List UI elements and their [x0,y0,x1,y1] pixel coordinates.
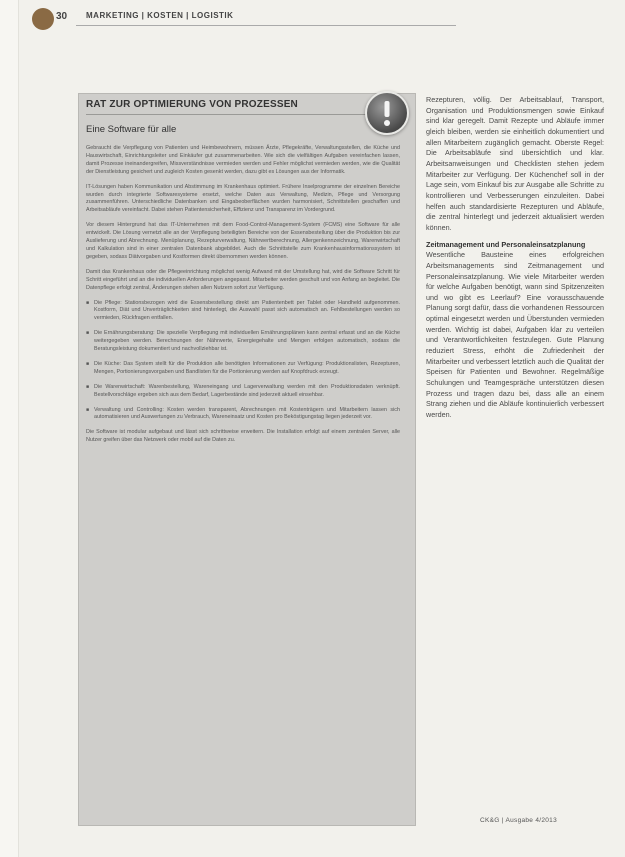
right-column [426,95,604,421]
box-body [86,145,400,452]
box-title-rule [86,114,376,115]
page-marker-dot [32,8,54,30]
box-bullet: ■ Verwaltung und Controlling: Kosten werden transparent, Abrechnungen mit Kostenträgern und Mitarbeitern lassen sich automatisieren und Auswertungen zu Verbrauch, Wareneinsatz und Kosten pro Beköstigungstag liegen jederzeit vor. [86,407,400,423]
box-subtitle: Eine Software für alle [86,124,177,135]
box-bullet: ■ Die Pflege: Stationsbezogen wird die Essensbestellung direkt am Patientenbett per Tablet oder Handheld aufgenommen. Kostform, Diät und Unverträglichkeiten sind hinterlegt, die Auswahl passt sich automatisch an. Fehlbestellungen werden so vermieden, Rückfragen entfallen. [86,300,400,324]
binding-gutter [0,0,19,857]
box-bullet: ■ Die Ernährungsberatung: Die spezielle Verpflegung mit individuellen Ernährungsplänen kann zentral erfasst und an die Küche weitergegeben werden. Berechnungen der Nährwerte, Energiegehalte und Mengen erfolgen automatisch, sodass die Beratungsleistung dokumentiert und nachvollziehbar ist. [86,330,400,354]
section-label: MARKETING | KOSTEN | LOGISTIK [86,11,234,20]
box-title: RAT ZUR OPTIMIERUNG VON PROZESSEN [86,99,298,110]
right-column-text: Wesentliche Bausteine eines erfolgreichen Arbeitsmanagements sind Zeitmanagement und Personaleinsatzplanung. Wie viele Mitarbeiter werden für welche Aufgaben benötigt, wann sind Spitzenzeiten und wo gibt es Leerlauf? Eine vorausschauende Planung sorgt dafür, dass die vorhandenen Ressourcen optimal eingesetzt werden und Überstunden vermieden werden. Wichtig ist dabei, Aufgaben klar zu verteilen und Verantwortlichkeiten festzulegen. Gute Planung reduziert Stress, erhöht die Zufriedenheit der Mitarbeiter und verbessert letztlich auch die Qualität der Speisen für Patienten und Bewohner. Regelmäßige Schulungen und Teamgespräche unterstützen diesen Prozess und tragen dazu bei, dass alle an einem Strang ziehen und die Abläufe kontinuierlich verbessert werden. [426,250,604,420]
box-paragraph: Vor diesem Hintergrund hat das IT-Unternehmen mit dem Food-Control-Management-System (FCMS) eine Software für alle entwickelt. Die Lösung vernetzt alle an der Verpflegung beteiligten Bereiche von der Essensbestellung über die Produktion bis zur Auslieferung und Abrechnung. Menüplanung, Rezepturverwaltung, Nährwertberechnung, Allergenkennzeichnung, Warenwirtschaft und Kalkulation sind in einer zentralen Datenbank abgebildet. Auch die Schnittstelle zum Krankenhausinformationssystem ist gegeben, sodass Diätvorgaben und Kostformen direkt übernommen werden können. [86,222,400,260]
right-column-text: Rezepturen, völlig. Der Arbeitsablauf, Transport, Organisation und Produktionsmengen sowie Einkauf sind klar geregelt. Damit Rezepte und Abläufe immer gleich bleiben, werden sie einheitlich dokumentiert und allen Mitarbeitern zugänglich gemacht. Oberste Regel: Die Arbeitsabläufe sind übersichtlich und klar. Arbeitsanweisungen und Checklisten stehen jedem Mitarbeiter zur Verfügung. Der Küchenchef soll in der Lage sein, vom Einkauf bis zur Ausgabe alle Schritte zu kontrollieren und Verbesserungen einzuleiten. Dabei helfen auch standardisierte Rezepturen und Abläufe, die zentral hinterlegt und jederzeit aktualisiert werden können. [426,95,604,232]
box-paragraph: Gebraucht die Verpflegung von Patienten und Heimbewohnern, müssen Ärzte, Pflegekräfte, Verwaltungsstellen, die Küche und Hauswirtschaft, Einrichtungsleiter und Einkäufer gut zusammenarbeiten. Wie sich die vielfältigen Aufgaben vereinfachen lassen, damit Prozesse ineinandergreifen, Missverständnisse vermieden werden und Fehler möglichst vermieden werden, wie die Qualität der Dienstleistung gesichert und zugleich Kosten gesenkt werden, dazu gibt es Lösungen aus der Informatik. [86,145,400,175]
exclamation-icon [365,91,409,135]
box-paragraph: Damit das Krankenhaus oder die Pflegeeinrichtung möglichst wenig Aufwand mit der Umstellung hat, wird die Software Schritt für Schritt eingeführt und an die individuellen Anforderungen angepasst. Mitarbeiter werden geschult und von Anfang an begleitet. Die Datenpflege erfolgt zentral, Änderungen stehen allen Nutzern sofort zur Verfügung. [86,268,400,291]
page-number: 30 [56,11,68,22]
box-bullet: ■ Die Küche: Das System stellt für die Produktion alle benötigten Informationen zur Verfügung: Produktionslisten, Rezepturen, Mengen, Portionierungsvorgaben und Bandlisten für die Portionierung werden auf Knopfdruck erzeugt. [86,361,400,377]
box-paragraph: Die Software ist modular aufgebaut und lässt sich schrittweise erweitern. Die Installation erfolgt auf einem zentralen Server, alle Nutzer greifen über das Netzwerk oder mobil auf die Daten zu. [86,429,400,444]
header-rule [76,25,456,26]
right-column-heading: Zeitmanagement und Personaleinsatzplanung [426,239,586,249]
page-footer: CK&G | Ausgabe 4/2013 [480,817,558,824]
box-bullet: ■ Die Warenwirtschaft: Warenbestellung, Wareneingang und Lagerverwaltung werden mit den Produktionsdaten verknüpft. Bestellvorschläge ergeben sich aus dem Bedarf, Lagerbestände sind jederzeit aktuell einsehbar. [86,384,400,400]
box-paragraph: IT-Lösungen haben Kommunikation und Abstimmung im Krankenhaus optimiert. Frühere Inselprogramme der einzelnen Bereiche wurden durch integrierte Softwaresysteme ersetzt, welche Daten aus Verwaltung, Medizin, Pflege und Versorgung zusammenführen. Unterschiedliche Datenbanken und Eingabeoberflächen wurden harmonisiert, Schnittstellen geschaffen und Arbeitsabläufe vereinfacht. Dabei stehen Patientensicherheit, Effizienz und Transparenz im Vordergrund. [86,183,400,214]
